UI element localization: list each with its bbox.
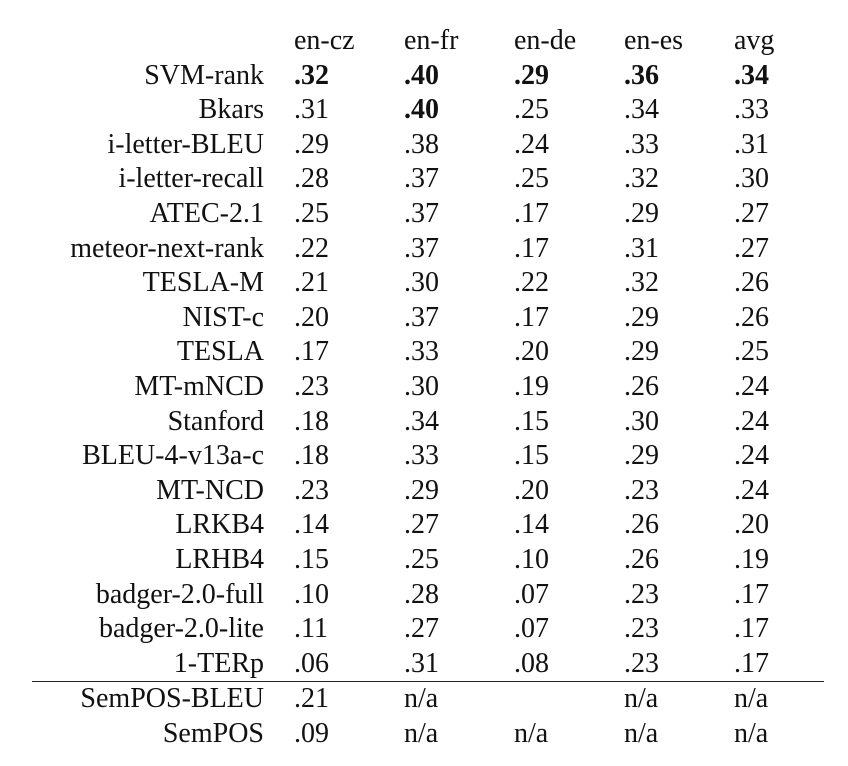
score-cell: .37	[404, 163, 439, 195]
score-cell: .29	[294, 128, 329, 160]
score-cell: .30	[624, 405, 659, 437]
results-table-container	[32, 24, 824, 751]
score-cell: .29	[624, 336, 659, 368]
score-cell: .17	[294, 336, 329, 368]
score-cell: .29	[404, 474, 439, 506]
score-cell: n/a	[606, 682, 716, 717]
score-cell: .20	[734, 509, 769, 541]
score-cell: .20	[514, 336, 549, 368]
metric-name-cell: badger-2.0-lite	[98, 613, 264, 645]
score-cell: .31	[624, 232, 659, 264]
score-cell: .31	[404, 647, 439, 679]
score-cell: .28	[294, 163, 329, 195]
metric-name-cell: NIST-c	[182, 301, 264, 333]
score-cell: .33	[624, 128, 659, 160]
metric-name-cell: Stanford	[167, 405, 264, 437]
score-cell: .17	[734, 647, 769, 679]
table-row	[32, 474, 824, 509]
results-table	[32, 24, 824, 751]
score-cell: .26	[624, 370, 659, 402]
score-cell: .34	[624, 94, 659, 126]
metric-name-cell: 1-TERp	[173, 647, 264, 679]
column-header-avg: avg	[734, 25, 775, 56]
table-row	[32, 717, 824, 752]
metric-column-header	[32, 24, 276, 59]
score-cell: .40	[404, 59, 439, 91]
score-cell: .14	[514, 509, 549, 541]
score-cell: .28	[404, 578, 439, 610]
score-cell: .07	[514, 578, 549, 610]
table-row	[32, 439, 824, 474]
table-body	[32, 59, 824, 682]
score-cell: .33	[404, 440, 439, 472]
metric-name-cell: SVM-rank	[144, 59, 264, 91]
score-cell: .33	[734, 94, 769, 126]
score-cell: .24	[734, 405, 769, 437]
score-cell: .24	[734, 474, 769, 506]
score-cell: .15	[514, 440, 549, 472]
metric-name-cell: badger-2.0-full	[95, 578, 264, 610]
score-cell: .14	[294, 509, 329, 541]
score-cell: .31	[734, 128, 769, 160]
metric-name-cell: Bkars	[198, 94, 264, 126]
score-cell: .20	[514, 474, 549, 506]
metric-name-cell: LRHB4	[175, 543, 264, 575]
score-cell: .29	[624, 301, 659, 333]
score-cell: .26	[624, 543, 659, 575]
score-cell: .18	[294, 405, 329, 437]
score-cell: .09	[294, 717, 329, 749]
metric-name-cell: SemPOS	[162, 717, 264, 749]
score-cell: .30	[404, 267, 439, 299]
table-header	[32, 24, 824, 59]
score-cell: n/a	[716, 682, 824, 717]
table-row	[32, 405, 824, 440]
metric-name-cell: TESLA-M	[142, 267, 264, 299]
score-cell: .15	[514, 405, 549, 437]
score-cell: .22	[294, 232, 329, 264]
table-row	[32, 232, 824, 267]
score-cell: .18	[294, 440, 329, 472]
score-cell: .23	[294, 370, 329, 402]
score-cell: .19	[734, 543, 769, 575]
metric-name-cell: LRKB4	[175, 509, 264, 541]
table-row	[32, 508, 824, 543]
score-cell: .24	[514, 128, 549, 160]
column-header-en-es: en-es	[624, 25, 684, 56]
score-cell: .34	[734, 59, 769, 91]
score-cell: .32	[624, 267, 659, 299]
score-cell: .26	[734, 267, 769, 299]
score-cell: .25	[734, 336, 769, 368]
score-cell: .37	[404, 301, 439, 333]
score-cell: .38	[404, 128, 439, 160]
score-cell: .20	[294, 301, 329, 333]
table-row	[32, 578, 824, 613]
score-cell: n/a	[404, 717, 439, 749]
score-cell: .06	[294, 647, 329, 679]
table-row	[32, 266, 824, 301]
score-cell: .22	[514, 267, 549, 299]
score-cell: .17	[734, 578, 769, 610]
score-cell: .37	[404, 232, 439, 264]
score-cell: .40	[404, 94, 439, 126]
score-cell: .23	[294, 474, 329, 506]
score-cell: .07	[514, 613, 549, 645]
score-cell: .17	[514, 197, 549, 229]
score-cell: .25	[404, 543, 439, 575]
score-cell: .24	[734, 440, 769, 472]
score-cell: .32	[624, 163, 659, 195]
table-row	[32, 59, 824, 94]
score-cell: n/a	[514, 717, 549, 749]
metric-name-cell: BLEU-4-v13a-c	[82, 440, 264, 472]
score-cell: .23	[624, 474, 659, 506]
table-row	[32, 128, 824, 163]
metric-name-cell: ATEC-2.1	[149, 197, 264, 229]
column-header-en-fr: en-fr	[404, 25, 459, 56]
score-cell: .31	[294, 94, 329, 126]
score-cell: .32	[294, 59, 329, 91]
table-row	[32, 301, 824, 336]
table-row	[32, 335, 824, 370]
table-row	[32, 162, 824, 197]
score-cell: .17	[514, 301, 549, 333]
metric-name-cell: i-letter-recall	[118, 163, 264, 195]
score-cell: .23	[624, 578, 659, 610]
table-row	[32, 543, 824, 578]
metric-name-cell: TESLA	[176, 336, 264, 368]
score-cell: .33	[404, 336, 439, 368]
metric-name-cell: i-letter-BLEU	[107, 128, 264, 160]
score-cell: .26	[624, 509, 659, 541]
metric-name-cell: meteor-next-rank	[70, 232, 264, 264]
score-cell: n/a	[734, 717, 769, 749]
table-row	[32, 197, 824, 232]
score-cell: .27	[734, 197, 769, 229]
score-cell: .15	[294, 543, 329, 575]
score-cell: .21	[294, 267, 329, 299]
score-cell: .08	[514, 647, 549, 679]
score-cell: .29	[624, 197, 659, 229]
metric-name-cell: SemPOS-BLEU	[32, 682, 276, 717]
column-header-en-de: en-de	[514, 25, 577, 56]
score-cell: .21	[276, 682, 386, 717]
score-cell: .27	[734, 232, 769, 264]
header-row	[32, 24, 824, 59]
score-cell: .17	[514, 232, 549, 264]
score-cell: .17	[734, 613, 769, 645]
score-cell: n/a	[624, 717, 659, 749]
table-body-sempos	[32, 682, 824, 752]
table-row	[32, 612, 824, 647]
score-cell: .34	[404, 405, 439, 437]
score-cell: .29	[624, 440, 659, 472]
score-cell: .30	[404, 370, 439, 402]
table-row	[32, 370, 824, 405]
score-cell: .26	[734, 301, 769, 333]
score-cell: .36	[624, 59, 659, 91]
score-cell: .23	[624, 647, 659, 679]
score-cell: .37	[404, 197, 439, 229]
score-cell: .25	[514, 163, 549, 195]
score-cell: .25	[294, 197, 329, 229]
score-cell: .24	[734, 370, 769, 402]
column-header-en-cz: en-cz	[294, 25, 355, 56]
score-cell: .27	[404, 613, 439, 645]
score-cell: .19	[514, 370, 549, 402]
score-cell: n/a	[386, 682, 496, 717]
metric-name-cell: MT-mNCD	[134, 370, 264, 402]
score-cell: .30	[734, 163, 769, 195]
score-cell: .27	[404, 509, 439, 541]
table-row	[32, 682, 824, 717]
score-cell: .29	[514, 59, 549, 91]
metric-name-cell: MT-NCD	[156, 474, 264, 506]
table-row	[32, 93, 824, 128]
table-row	[32, 647, 824, 682]
score-cell: .25	[514, 94, 549, 126]
score-cell: .10	[294, 578, 329, 610]
score-cell: .11	[294, 613, 328, 645]
score-cell: .23	[624, 613, 659, 645]
score-cell	[496, 682, 606, 717]
score-cell: .10	[514, 543, 549, 575]
